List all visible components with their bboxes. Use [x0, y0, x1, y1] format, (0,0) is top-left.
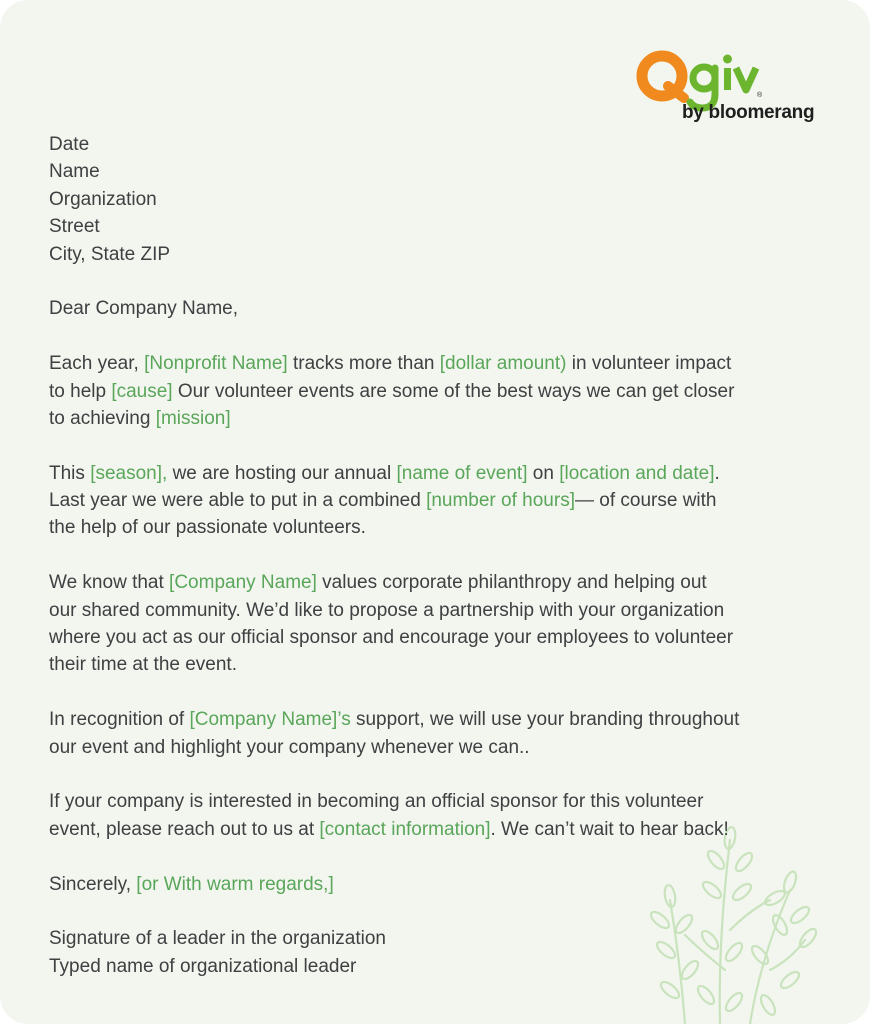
paragraph-line: If your company is interested in becoming an official sponsor for this volunteer	[49, 791, 704, 813]
placeholder-number-of-hours: [number of hours]	[426, 490, 575, 512]
text: we are hosting our annual	[167, 462, 397, 484]
placeholder-mission: [mission]	[155, 407, 231, 429]
logo-tagline: by bloomerang	[682, 102, 815, 123]
paragraph-3	[49, 569, 839, 679]
text: This	[49, 462, 91, 484]
logo-v	[736, 68, 756, 90]
logo-registered-mark: ®	[757, 92, 763, 99]
logo-i-dot	[723, 55, 732, 64]
text: .	[714, 462, 720, 484]
text: We know that	[49, 572, 170, 594]
typed-name-line: Typed name of organizational leader	[49, 955, 357, 977]
paragraph-line	[49, 378, 839, 405]
logo-i-stem	[724, 68, 731, 90]
text: on	[527, 462, 560, 484]
address-organization: Organization	[49, 188, 157, 210]
leaf	[723, 990, 745, 1013]
paragraph-line: where you act as our official sponsor and encourage your employees to volunteer	[49, 627, 734, 649]
text: Our volunteer events are some of the best ways we can get closer	[172, 380, 735, 402]
paragraph-line	[49, 350, 839, 377]
text: In recognition of	[49, 709, 190, 731]
paragraph-4	[49, 706, 839, 761]
paragraph-line: their time at the event.	[49, 654, 237, 676]
placeholder-company-name-possessive: [Company Name]’s	[189, 709, 351, 731]
placeholder-company-name: [Company Name]	[169, 572, 317, 594]
paragraph-line	[49, 460, 839, 487]
paragraph-5	[49, 788, 839, 843]
placeholder-contact-information: [contact information]	[319, 818, 491, 840]
paragraph-line	[49, 706, 839, 733]
placeholder-closing-alternative: [or With warm regards,]	[136, 873, 334, 895]
greeting: Dear Company Name,	[49, 298, 239, 320]
text: tracks more than	[287, 353, 440, 375]
text: to achieving	[49, 407, 156, 429]
text: support, we will use your branding throughout	[350, 709, 740, 731]
text: values corporate philanthropy and helping out	[316, 572, 707, 594]
paragraph-line: our event and highlight your company whenever we can..	[49, 736, 530, 758]
closing	[49, 871, 839, 898]
paragraph-line	[49, 487, 839, 514]
leaf	[758, 993, 778, 1017]
text: Sincerely,	[49, 873, 137, 895]
placeholder-location-and-date: [location and date]	[559, 462, 715, 484]
text: event, please reach out to us at	[49, 818, 320, 840]
address-city-state-zip: City, State ZIP	[49, 243, 171, 265]
placeholder-cause: [cause]	[111, 380, 173, 402]
address-name: Name	[49, 161, 100, 183]
signature-line: Signature of a leader in the organization	[49, 928, 386, 950]
placeholder-name-of-event: [name of event]	[396, 462, 528, 484]
leaf	[695, 983, 717, 1006]
paragraph-line	[49, 405, 839, 432]
text: . We can’t wait to hear back!	[490, 818, 729, 840]
paragraph-1	[49, 350, 839, 432]
leaf	[658, 979, 681, 1001]
text: Each year,	[49, 353, 145, 375]
paragraph-line	[49, 569, 839, 596]
address-date: Date	[49, 134, 90, 155]
paragraph-2	[49, 460, 839, 542]
placeholder-nonprofit-name: [Nonprofit Name]	[144, 353, 288, 375]
placeholder-dollar-amount: [dollar amount)	[439, 353, 567, 375]
letter-body	[49, 131, 839, 980]
address-street: Street	[49, 216, 100, 238]
paragraph-line: our shared community. We’d like to propose a partnership with your organization	[49, 599, 725, 621]
text: — of course with	[574, 490, 717, 512]
text: to help	[49, 380, 112, 402]
text: in volunteer impact	[566, 353, 732, 375]
placeholder-season: [season],	[90, 462, 168, 484]
paragraph-line: the help of our passionate volunteers.	[49, 517, 366, 539]
text: Last year we were able to put in a combined	[49, 490, 427, 512]
paragraph-line	[49, 816, 839, 843]
